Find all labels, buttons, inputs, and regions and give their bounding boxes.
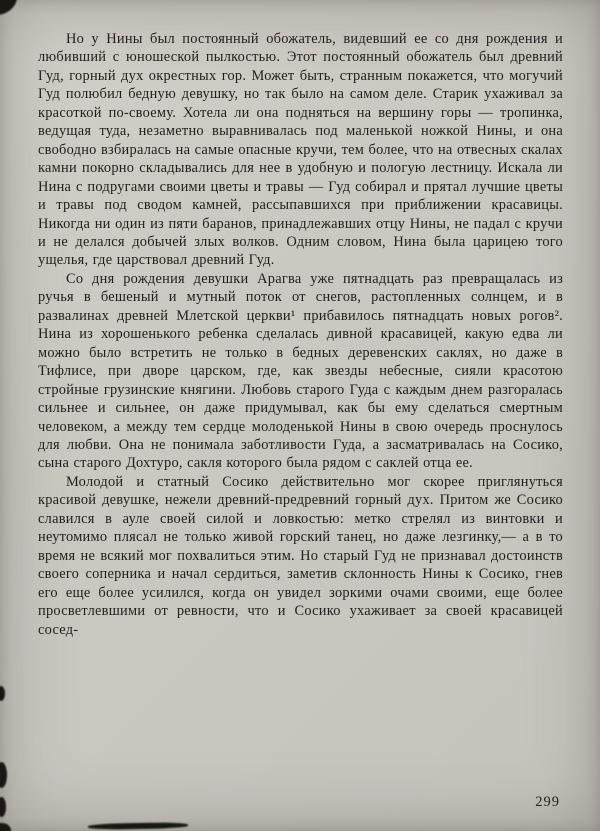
- scan-artifact-top-left: [0, 0, 19, 16]
- scan-artifact-left-middle: [0, 686, 5, 701]
- page-number: 299: [535, 794, 560, 810]
- paragraph-3: Молодой и статный Сосико действительно мог скорее приглянуться красивой девушке, нежели древний-предревний горный дух. Притом же Сосико славился в ауле своей силой и ловкостью: метко стрелял из винтовки и неутомимо плясал не только живой горский танец, но даже лезгинку,— а в то время не всякий мог похвалиться этим. Но старый Гуд не признавал достоинств своего соперника и начал сердиться, заметив склонность Нины к Сосико, гнев его еще более усилился, когда он увидел зоркими очами своими, еще более просветлевшими от ревности, что и Сосико ухаживает за своей красавицей сосед-: [38, 473, 563, 638]
- scan-artifact-bottom-smudge: [88, 822, 188, 830]
- scan-artifact-left-lower-1: [0, 762, 7, 788]
- scan-artifact-left-lower-2: [0, 797, 6, 817]
- paragraph-2: Со дня рождения девушки Арагва уже пятнадцать раз превращалась из ручья в бешеный и мутный поток от снегов, растопленных солнцем, и в развалинах древней Млетской церкви¹ прибавилось пятнадцать новых рогов². Нина из хорошенького ребенка сделалась дивной красавицей, какую едва ли можно было встретить не только в бедных деревенских саклях, но даже в Тифлисе, при дворе царском, где, как звезды небесные, сияли красотою стройные грузинские княгини. Любовь старого Гуда с каждым днем разгоралась сильнее и сильнее, он даже придумывал, как бы ему сделаться смертным человеком, а между тем сердце молоденькой Нины в свою очередь проснулось для любви. Она не понимала заботливости Гуда, а засматривалась на Сосико, сына старого Дохтуро, сакля которого была рядом с саклей отца ее.: [38, 270, 563, 472]
- scan-artifact-bottom-left: [0, 823, 11, 831]
- page-text: [38, 30, 563, 639]
- paragraph-1: Но у Нины был постоянный обожатель, видевший ее со дня рождения и любивший с юношеской пылкостью. Этот постоянный обожатель был древний Гуд, горный дух окрестных гор. Может быть, странным покажется, что могучий Гуд полюбил бедную девушку, но так было на самом деле. Старик ухаживал за красоткой по-своему. Хотела ли она подняться на вершину горы — тропинка, ведущая туда, незаметно выравнивалась под маленькой ножкой Нины, и она свободно взбиралась на самые опасные кручи, тем более, что на отвесных скалах камни покорно складывались для нее в удобную и пологую лестницу. Искала ли Нина с подругами своими цветы и травы — Гуд собирал и прятал лучшие цветы и травы под сводом камней, рассыпавшихся при приближении красавицы. Никогда ни один из пяти баранов, принадлежавших отцу Нины, не падал с кручи и не делался добычей злых волков. Одним словом, Нина была царицею того ущелья, где царствовал древний Гуд.: [38, 31, 563, 269]
